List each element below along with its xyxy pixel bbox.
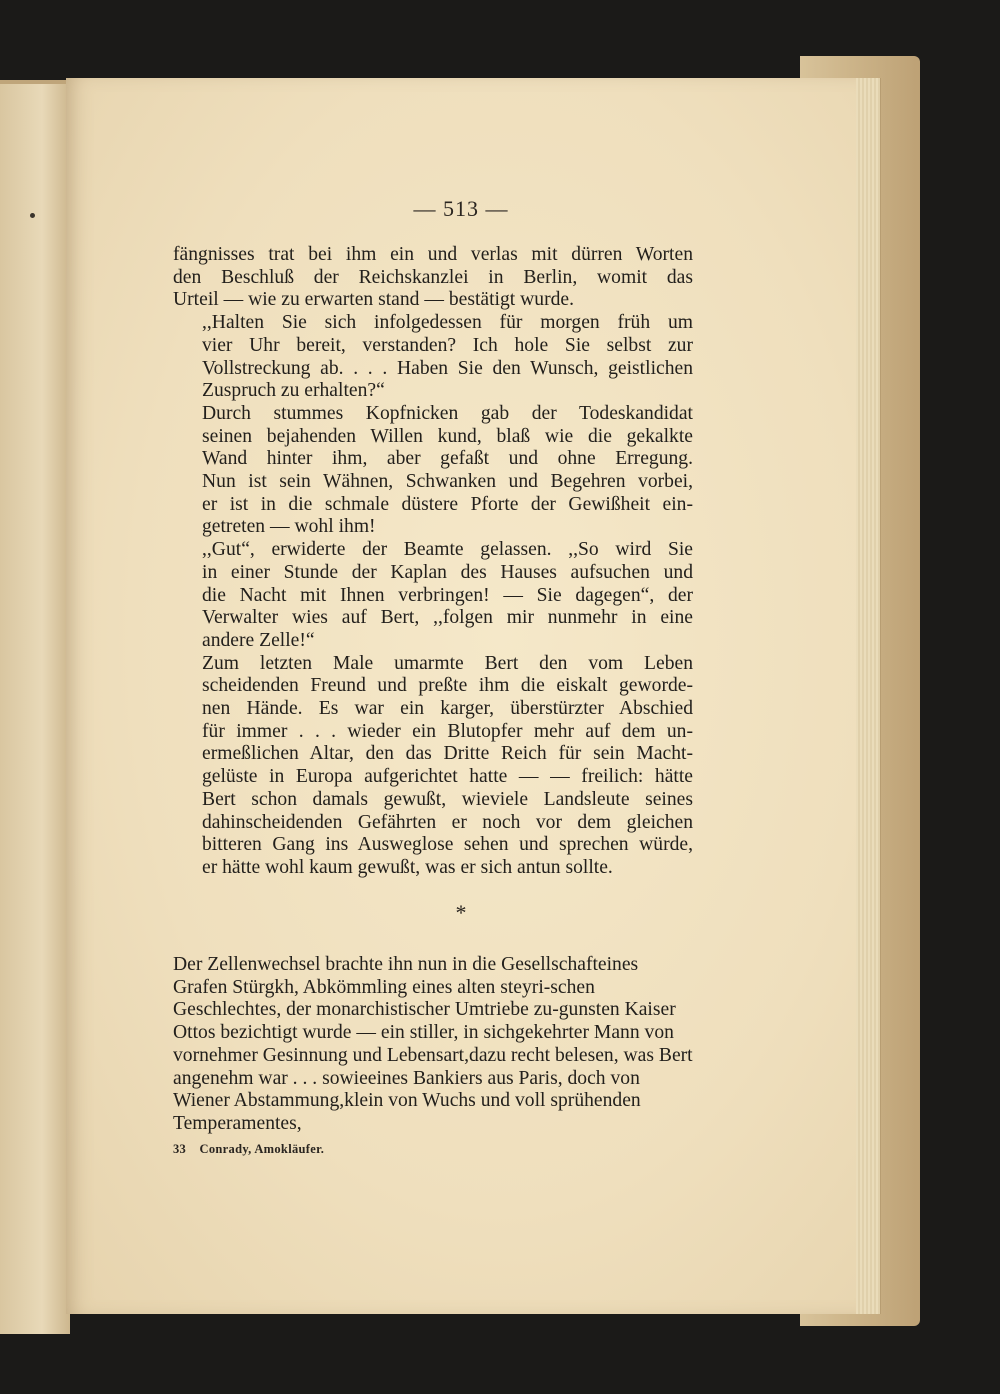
book-page xyxy=(66,78,856,1314)
signature-number: 33 xyxy=(173,1142,187,1156)
text-line: seinen bejahenden Willen kund, blaß wie die gekalkte xyxy=(202,425,693,447)
text-line: nen Hände. Es war ein karger, überstürzter Abschied xyxy=(202,698,693,720)
text-line: Vollstreckung ab. . . . Haben Sie den Wunsch, geistlichen xyxy=(202,357,693,379)
printer-signature xyxy=(173,1142,324,1157)
text-line: eines Bankiers aus Paris, doch von Wiener Abstammung, xyxy=(173,1067,640,1112)
signature-text: Conrady, Amokläufer. xyxy=(199,1142,325,1156)
text-line: ,,Gut“, erwiderte der Beamte gelassen. ,,So wird Sie xyxy=(202,539,693,561)
text-line: Durch stummes Kopfnicken gab der Todeskandidat xyxy=(202,402,693,424)
text-line: Wand hinter ihm, aber gefaßt und ohne Erregung. xyxy=(202,448,693,470)
paragraph xyxy=(173,653,693,880)
paragraph xyxy=(173,403,693,539)
left-page-edge xyxy=(0,80,70,1334)
text-line: Bert schon damals gewußt, wieviele Landsleute seines xyxy=(202,788,693,810)
text-line: Urteil — wie zu erwarten stand — bestätigt wurde. xyxy=(173,289,575,311)
text-line: den Beschluß der Reichskanzlei in Berlin, womit das xyxy=(173,266,693,288)
text-line: er hätte wohl kaum gewußt, was er sich antun sollte. xyxy=(202,856,613,878)
text-line: eines Grafen Stürgkh, Abkömmling eines alten steyri- xyxy=(173,954,639,998)
text-line: ,,Halten Sie sich infolgedessen für morgen früh um xyxy=(202,312,693,334)
text-line: klein von Wuchs und voll sprühenden Temperamentes, xyxy=(173,1090,641,1134)
text-line: andere Zelle!“ xyxy=(202,629,315,651)
text-line: in einer Stunde der Kaplan des Hauses aufsuchen und xyxy=(202,561,693,583)
text-line: Der Zellenwechsel brachte ihn nun in die Gesellschaft xyxy=(173,954,598,975)
text-line: Verwalter wies auf Bert, ,,folgen mir nunmehr in eine xyxy=(202,607,693,629)
text-line: die Nacht mit Ihnen verbringen! — Sie dagegen“, der xyxy=(202,584,693,606)
text-line: für immer . . . wieder ein Blutopfer mehr auf dem un- xyxy=(202,720,693,742)
body-text-top xyxy=(173,244,693,880)
text-line: gelüste in Europa aufgerichtet hatte — — freilich: hätte xyxy=(202,766,693,788)
text-line: vier Uhr bereit, verstanden? Ich hole Sie selbst zur xyxy=(202,334,693,356)
page-number: — 513 — xyxy=(413,196,509,221)
text-line: dahinscheidenden Gefährten er noch vor dem gleichen xyxy=(202,811,693,833)
text-line: gekehrter Mann von vornehmer Gesinnung und Lebensart, xyxy=(173,1022,674,1066)
paragraph xyxy=(173,539,693,653)
text-line: bitteren Gang ins Ausweglose sehen und sprechen würde, xyxy=(202,834,693,856)
paragraph xyxy=(173,244,693,312)
page-speck xyxy=(30,213,35,218)
text-line: getreten — wohl ihm! xyxy=(202,516,376,538)
text-line: er ist in die schmale düstere Pforte der Gewißheit ein- xyxy=(202,493,693,515)
text-line: scheidenden Freund und preßte ihm die eiskalt geworde- xyxy=(202,675,693,697)
paragraph xyxy=(173,954,693,1136)
body-text-bottom xyxy=(173,954,693,1136)
text-line: ermeßlichen Altar, den das Dritte Reich für sein Macht- xyxy=(202,743,693,765)
paragraph xyxy=(173,312,693,403)
text-line: Zuspruch zu erhalten?“ xyxy=(202,380,385,402)
text-line: schen Geschlechtes, der monarchistischer Umtriebe zu- xyxy=(173,976,595,1021)
text-line: dazu recht belesen, was Bert angenehm war . . . sowie xyxy=(173,1044,693,1089)
text-line: Nun ist sein Wähnen, Schwanken und Begehren vorbei, xyxy=(202,471,693,493)
text-line: Zum letzten Male umarmte Bert den vom Leben xyxy=(202,652,693,674)
section-break: * xyxy=(455,900,467,925)
text-line: gunsten Kaiser Ottos bezichtigt wurde — ein stiller, in sich xyxy=(173,999,676,1044)
text-line: fängnisses trat bei ihm ein und verlas mit dürren Worten xyxy=(173,244,693,265)
